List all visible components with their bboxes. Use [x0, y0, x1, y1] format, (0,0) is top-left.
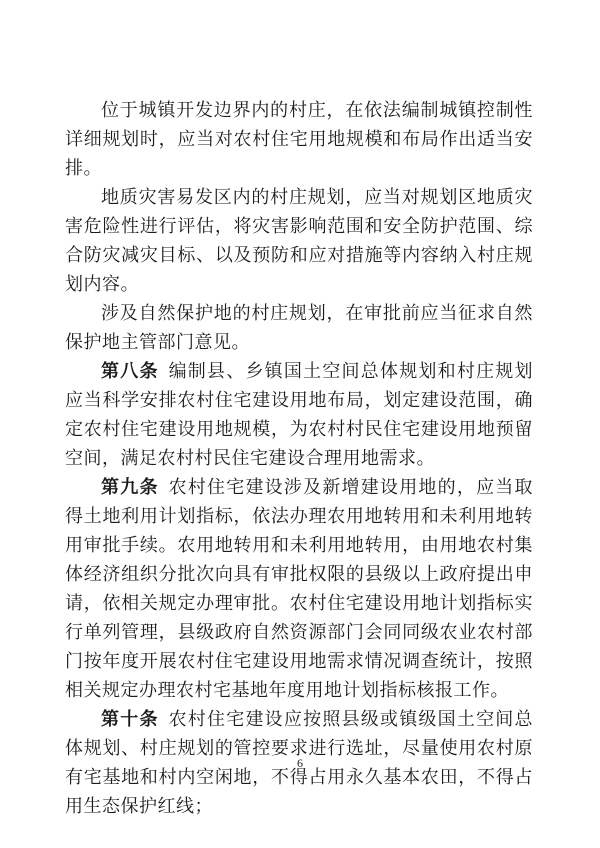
article-number: 第九条	[101, 477, 159, 497]
paragraph-text: 位于城镇开发边界内的村庄，在依法编制城镇控制性详细规划时，应当对农村住宅用地规模和布局作出适当安排。	[65, 100, 533, 178]
paragraph-text: 编制县、乡镇国土空间总体规划和村庄规划应当科学安排农村住宅建设用地布局，划定建设范围，确定农村住宅建设用地规模，为农村村民住宅建设用地预留空间，满足农村村民住宅建设合理用地需求。	[65, 361, 534, 468]
article-paragraph	[65, 473, 533, 705]
paragraph-text: 农村住宅建设应按照县级或镇级国土空间总体规划、村庄规划的管控要求进行选址，尽量使用农村原有宅基地和村内空闲地，不得占用永久基本农田，不得占用生态保护红线；	[65, 709, 534, 816]
paragraph-text: 地质灾害易发区内的村庄规划，应当对规划区地质灾害危险性进行评估，将灾害影响范围和安全防护范围、综合防灾减灾目标、以及预防和应对措施等内容纳入村庄规划内容。	[65, 187, 533, 294]
paragraph	[65, 183, 533, 299]
paragraph	[65, 299, 533, 357]
document-body	[65, 96, 533, 821]
paragraph-text: 农村住宅建设涉及新增建设用地的，应当取得土地利用计划指标，依法办理农用地转用和未利用地转用审批手续。农用地转用和未利用地转用，由用地农村集体经济组织分批次向具有审批权限的县级以上政府提出申请，依相关规定办理审批。农村住宅建设用地计划指标实行单列管理，县级政府自然资源部门会同同级农业农村部门按年度开展农村住宅建设用地需求情况调查统计，按照相关规定办理农村宅基地年度用地计划指标核报工作。	[65, 477, 534, 700]
paragraph	[65, 96, 533, 183]
page-number: 6	[297, 756, 303, 770]
article-number: 第十条	[101, 709, 159, 729]
article-paragraph	[65, 357, 533, 473]
paragraph-text: 涉及自然保护地的村庄规划，在审批前应当征求自然保护地主管部门意见。	[65, 303, 533, 352]
article-number: 第八条	[101, 361, 159, 381]
